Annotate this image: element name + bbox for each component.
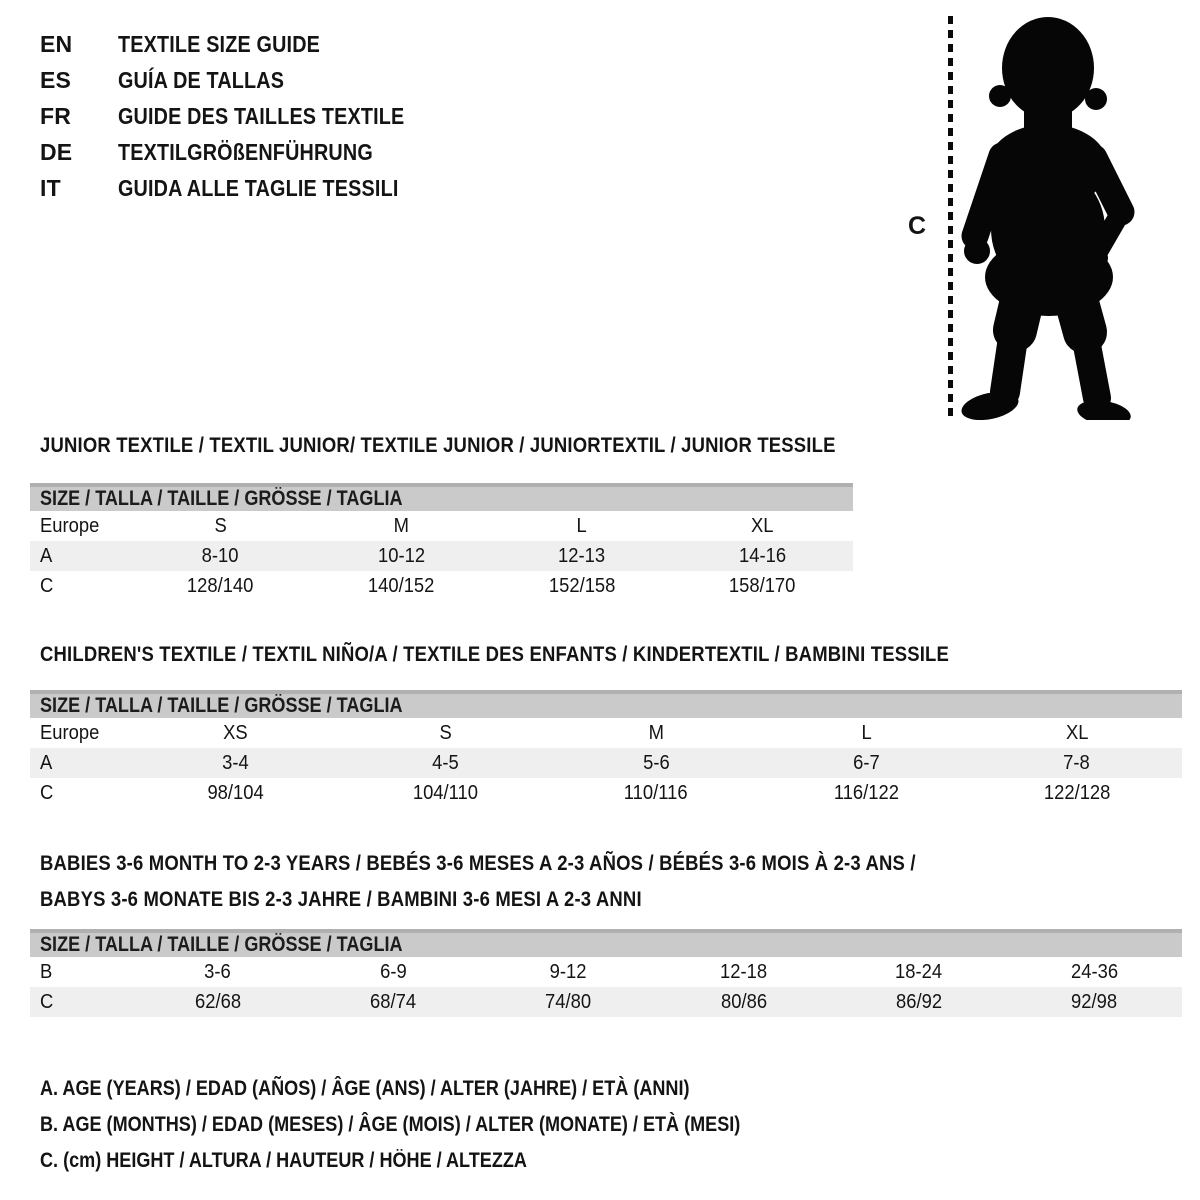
cell-value: 8-10 xyxy=(201,544,239,567)
cell-value: 110/116 xyxy=(624,781,688,804)
language-list xyxy=(40,26,451,206)
cell-value: 6-7 xyxy=(853,751,880,774)
cell-value: L xyxy=(576,514,587,537)
cell-value: 68/74 xyxy=(369,990,417,1013)
cell-value: 4-5 xyxy=(432,751,459,774)
cell-value: 86/92 xyxy=(895,990,942,1013)
cell-value: 12-13 xyxy=(558,544,606,567)
table-row-height-cm xyxy=(30,571,853,601)
row-label: Europe xyxy=(40,721,100,744)
cell-value: 3-6 xyxy=(204,960,231,983)
measure-legend xyxy=(40,1071,854,1179)
language-title: GUIDA ALLE TAGLIE TESSILI xyxy=(118,174,399,201)
cell-value: 24-36 xyxy=(1070,960,1118,983)
cell-value: XS xyxy=(222,721,248,744)
language-row-es xyxy=(40,62,451,98)
cell-value: 62/68 xyxy=(194,990,241,1013)
junior-size-table xyxy=(30,483,853,601)
row-label: A xyxy=(40,751,53,774)
cell-value: 7-8 xyxy=(1063,751,1091,774)
cell-value: 5-6 xyxy=(642,751,670,774)
cell-value: M xyxy=(393,514,409,537)
cell-value: 92/98 xyxy=(1071,990,1118,1013)
cell-value: 98/104 xyxy=(207,781,264,804)
cell-value: 12-18 xyxy=(720,960,768,983)
table-row-europe xyxy=(30,718,1182,748)
language-code: IT xyxy=(40,174,61,201)
table-row-height-cm xyxy=(30,987,1182,1017)
cell-value: 140/152 xyxy=(367,574,435,597)
cell-value: 80/86 xyxy=(720,990,767,1013)
cell-value: 104/110 xyxy=(413,781,479,804)
size-header-band: SIZE / TALLA / TAILLE / GRÖSSE / TAGLIA xyxy=(30,929,1182,957)
row-label: C xyxy=(40,781,54,804)
junior-section-title: JUNIOR TEXTILE / TEXTIL JUNIOR/ TEXTILE JUNIOR / JUNIORTEXTIL / JUNIOR TESSILE xyxy=(40,433,836,457)
language-title: GUÍA DE TALLAS xyxy=(118,66,285,93)
table-row-age-months xyxy=(30,957,1182,987)
cell-value: 152/158 xyxy=(548,574,616,597)
language-code: ES xyxy=(40,66,72,93)
babies-title-line-2: BABYS 3-6 MONATE BIS 2-3 JAHRE / BAMBINI 3-6 MESI A 2-3 ANNI xyxy=(40,887,642,911)
height-measure-label: C xyxy=(908,212,927,240)
cell-value: 158/170 xyxy=(729,574,796,597)
table-row-height-cm xyxy=(30,778,1182,808)
language-code: EN xyxy=(40,30,73,57)
table-row-europe xyxy=(30,511,853,541)
cell-value: S xyxy=(214,514,227,537)
row-label: C xyxy=(40,990,54,1013)
row-label: A xyxy=(40,544,53,567)
children-section-title: CHILDREN'S TEXTILE / TEXTIL NIÑO/A / TEXTILE DES ENFANTS / KINDERTEXTIL / BAMBINI TESSILE xyxy=(40,642,950,666)
language-row-fr xyxy=(40,98,451,134)
babies-title-line-1: BABIES 3-6 MONTH TO 2-3 YEARS / BEBÉS 3-6 MESES A 2-3 AÑOS / BÉBÉS 3-6 MOIS À 2-3 ANS / xyxy=(40,851,916,875)
row-label: Europe xyxy=(40,514,100,537)
children-size-table xyxy=(30,690,1182,808)
cell-value: 122/128 xyxy=(1043,781,1111,804)
cell-value: 9-12 xyxy=(549,960,587,983)
cell-value: 6-9 xyxy=(379,960,407,983)
cell-value: XL xyxy=(751,514,774,537)
toddler-silhouette-icon xyxy=(958,14,1140,420)
language-row-it xyxy=(40,170,451,206)
legend-height-cm: C. (cm) HEIGHT / ALTURA / HAUTEUR / HÖHE / ALTEZZA xyxy=(40,1149,527,1172)
cell-value: 116/122 xyxy=(833,781,899,804)
cell-value: 10-12 xyxy=(377,544,425,567)
legend-age-months: B. AGE (MONTHS) / EDAD (MESES) / ÂGE (MOIS) / ALTER (MONATE) / ETÀ (MESI) xyxy=(40,1113,741,1136)
row-label: B xyxy=(40,960,53,983)
language-row-de xyxy=(40,134,451,170)
language-row-en xyxy=(40,26,451,62)
cell-value: L xyxy=(861,721,872,744)
language-title: TEXTILGRÖßENFÜHRUNG xyxy=(118,138,373,165)
cell-value: S xyxy=(439,721,452,744)
cell-value: M xyxy=(648,721,664,744)
row-label: C xyxy=(40,574,54,597)
language-code: FR xyxy=(40,102,72,129)
height-measure-dashed-line xyxy=(948,16,953,416)
table-row-age-years xyxy=(30,748,1182,778)
language-title: TEXTILE SIZE GUIDE xyxy=(118,30,321,57)
cell-value: 128/140 xyxy=(187,574,254,597)
babies-size-table xyxy=(30,929,1182,1017)
cell-value: 18-24 xyxy=(895,960,943,983)
legend-age-years: A. AGE (YEARS) / EDAD (AÑOS) / ÂGE (ANS) / ALTER (JAHRE) / ETÀ (ANNI) xyxy=(40,1077,690,1100)
size-header-band: SIZE / TALLA / TAILLE / GRÖSSE / TAGLIA xyxy=(30,690,1182,718)
cell-value: 14-16 xyxy=(739,544,787,567)
language-title: GUIDE DES TAILLES TEXTILE xyxy=(118,102,405,129)
babies-section-title xyxy=(40,851,1058,923)
cell-value: XL xyxy=(1065,721,1089,744)
size-header-band: SIZE / TALLA / TAILLE / GRÖSSE / TAGLIA xyxy=(30,483,853,511)
cell-value: 3-4 xyxy=(221,751,249,774)
table-row-age-years xyxy=(30,541,853,571)
language-code: DE xyxy=(40,138,73,165)
cell-value: 74/80 xyxy=(545,990,592,1013)
